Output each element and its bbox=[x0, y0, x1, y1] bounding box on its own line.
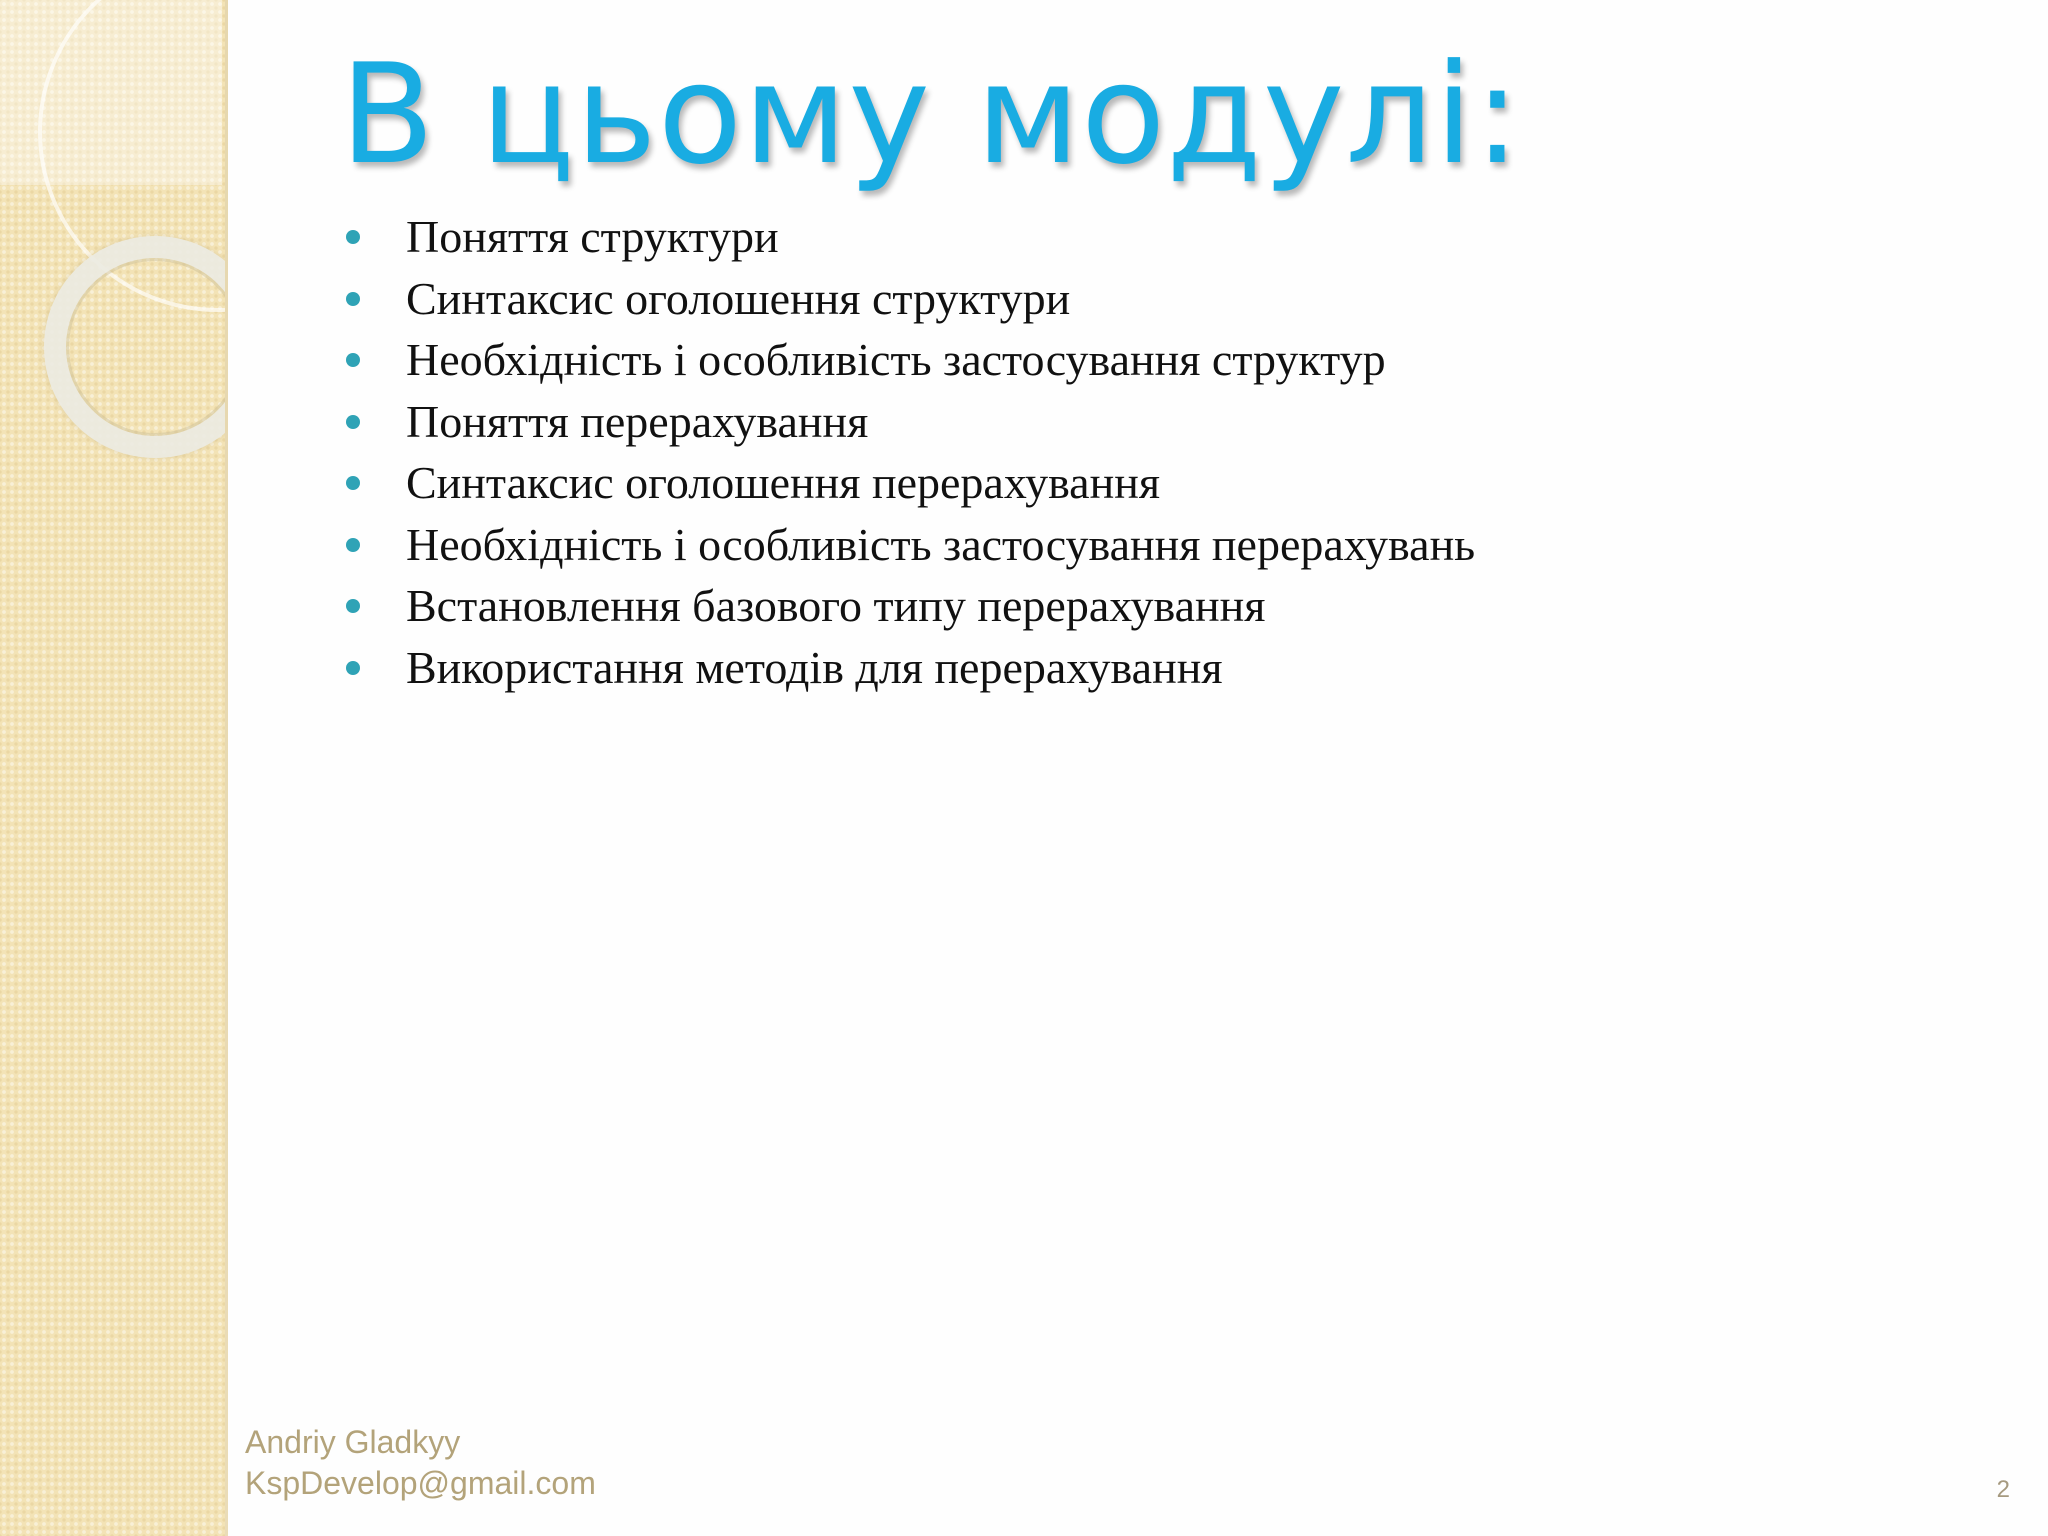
bullet-text: Синтаксис оголошення перерахування bbox=[406, 457, 1160, 508]
bullet-dot-icon bbox=[346, 292, 360, 306]
bullet-item bbox=[342, 452, 1982, 514]
bullet-text: Синтаксис оголошення структури bbox=[406, 272, 1071, 324]
footer-author-info bbox=[245, 1422, 596, 1504]
bullet-dot-icon bbox=[346, 476, 360, 490]
bullet-item bbox=[342, 268, 1982, 330]
bullet-list bbox=[342, 206, 1982, 698]
bullet-text: Поняття структури bbox=[406, 211, 779, 262]
bullet-dot-icon bbox=[346, 353, 360, 367]
footer-email: KspDevelop@gmail.com bbox=[245, 1465, 596, 1501]
footer-author-name: Andriy Gladkyy bbox=[245, 1424, 461, 1460]
page-number: 2 bbox=[1996, 1476, 2010, 1503]
bullet-item bbox=[342, 575, 1982, 637]
bullet-item bbox=[342, 514, 1982, 576]
bullet-dot-icon bbox=[346, 599, 360, 613]
bullet-item bbox=[342, 206, 1982, 268]
bullet-item bbox=[342, 329, 1982, 391]
bullet-text: Встановлення базового типу перерахування bbox=[406, 580, 1266, 631]
bullet-text: Необхідність і особливість застосування структур bbox=[406, 334, 1386, 385]
bullet-item bbox=[342, 391, 1982, 453]
slide-title: В цьому модулі: bbox=[340, 34, 1522, 195]
bullet-dot-icon bbox=[346, 230, 360, 244]
bullet-dot-icon bbox=[346, 661, 360, 675]
bullet-dot-icon bbox=[346, 415, 360, 429]
bullet-text: Необхідність і особливість застосування перерахувань bbox=[406, 518, 1476, 570]
bullet-item bbox=[342, 637, 1982, 699]
bullet-text: Поняття перерахування bbox=[406, 395, 869, 447]
decorative-side-panel bbox=[0, 0, 228, 1536]
bullet-text: Використання методів для перерахування bbox=[406, 641, 1223, 693]
bullet-dot-icon bbox=[346, 538, 360, 552]
